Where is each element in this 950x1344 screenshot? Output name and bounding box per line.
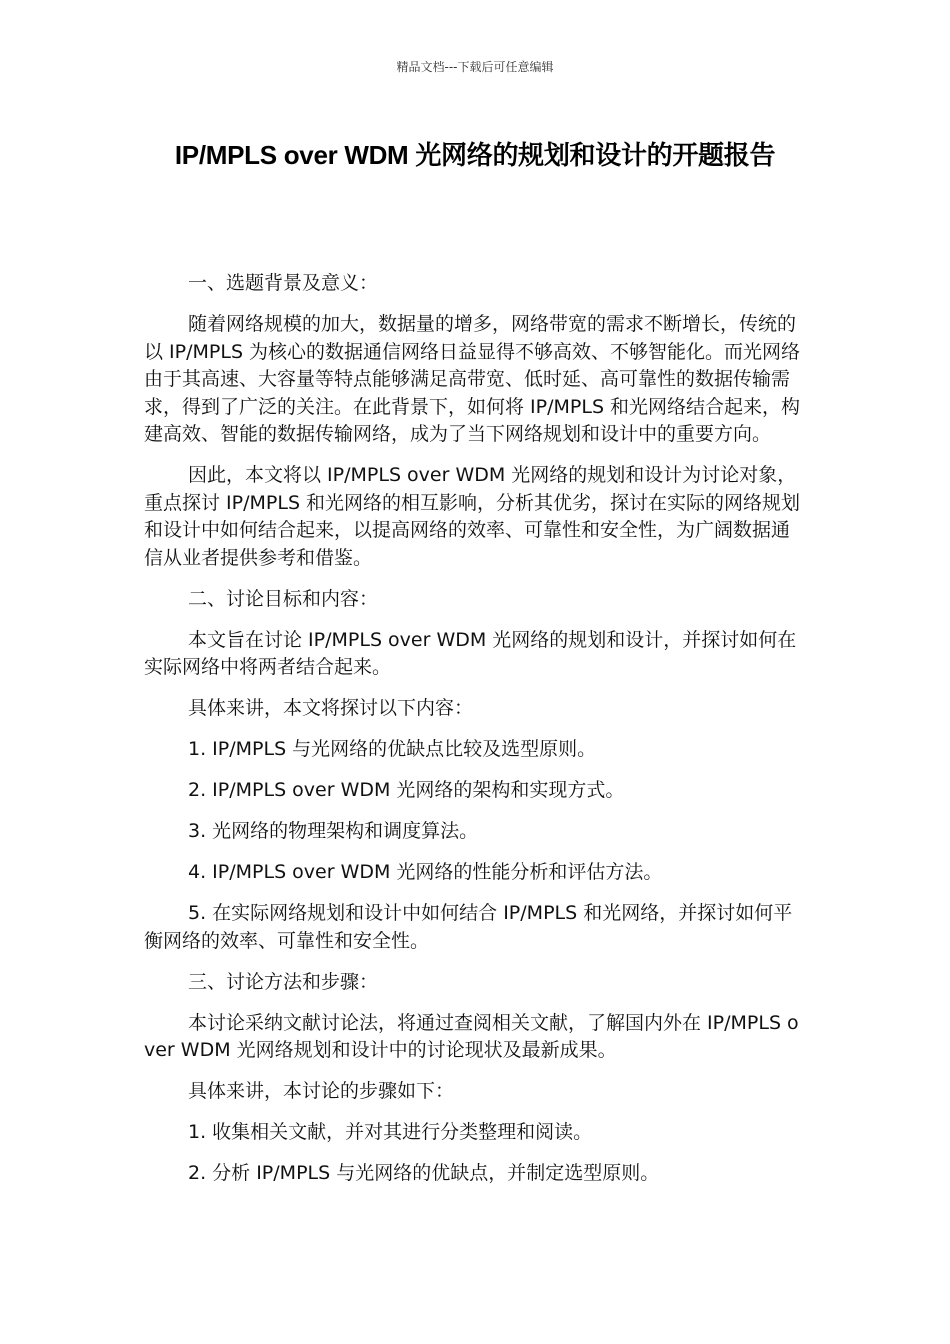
body-paragraph: 具体来讲，本讨论的步骤如下： [188,1080,455,1102]
document-body [144,270,808,1201]
body-paragraph: 具体来讲，本文将探讨以下内容： [188,697,474,719]
body-paragraph: 随着网络规模的加大，数据量的增多，网络带宽的需求不断增长，传统的以 IP/MPLS 为核心的数据通信网络日益显得不够高效、不够智能化。而光网络由于其高速、大容量等特点能够满足高带宽、低时延、高可靠性的数据传输需求，得到了广泛的关注。在此背景下，如何将 IP/MPLS 和光网络结合起来，构建高效、智能的数据传输网络，成为了当下网络规划和设计中的重要方向。 [144,313,801,445]
list-item: 1. 收集相关文献，并对其进行分类整理和阅读。 [188,1121,593,1143]
body-paragraph: 本文旨在讨论 IP/MPLS over WDM 光网络的规划和设计，并探讨如何在实际网络中将两者结合起来。 [144,628,797,678]
list-item: 5. 在实际网络规划和设计中如何结合 IP/MPLS 和光网络，并探讨如何平衡网络的效率、可靠性和安全性。 [144,902,793,952]
document-title: IP/MPLS over WDM 光网络的规划和设计的开题报告 [174,140,776,170]
body-paragraph: 本讨论采纳文献讨论法，将通过查阅相关文献，了解国内外在 IP/MPLS over WDM 光网络规划和设计中的讨论现状及最新成果。 [144,1011,799,1061]
list-item: 3. 光网络的物理架构和调度算法。 [188,820,479,842]
list-item: 2. 分析 IP/MPLS 与光网络的优缺点，并制定选型原则。 [188,1162,660,1184]
list-item: 2. IP/MPLS over WDM 光网络的架构和实现方式。 [188,779,625,801]
section-heading-goals: 二、讨论目标和内容： [188,587,379,610]
section-heading-background: 一、选题背景及意义： [188,272,379,294]
page-header: 精品文档---下载后可任意编辑 [396,60,554,74]
body-paragraph: 因此，本文将以 IP/MPLS over WDM 光网络的规划和设计为讨论对象，重点探讨 IP/MPLS 和光网络的相互影响，分析其优劣，探讨在实际的网络规划和设计中如何结合起来，以提高网络的效率、可靠性和安全性，为广阔数据通信从业者提供参考和借鉴。 [144,464,801,569]
list-item: 4. IP/MPLS over WDM 光网络的性能分析和评估方法。 [188,861,663,883]
section-heading-methods: 三、讨论方法和步骤： [188,970,379,993]
list-item: 1. IP/MPLS 与光网络的优缺点比较及选型原则。 [188,738,597,760]
